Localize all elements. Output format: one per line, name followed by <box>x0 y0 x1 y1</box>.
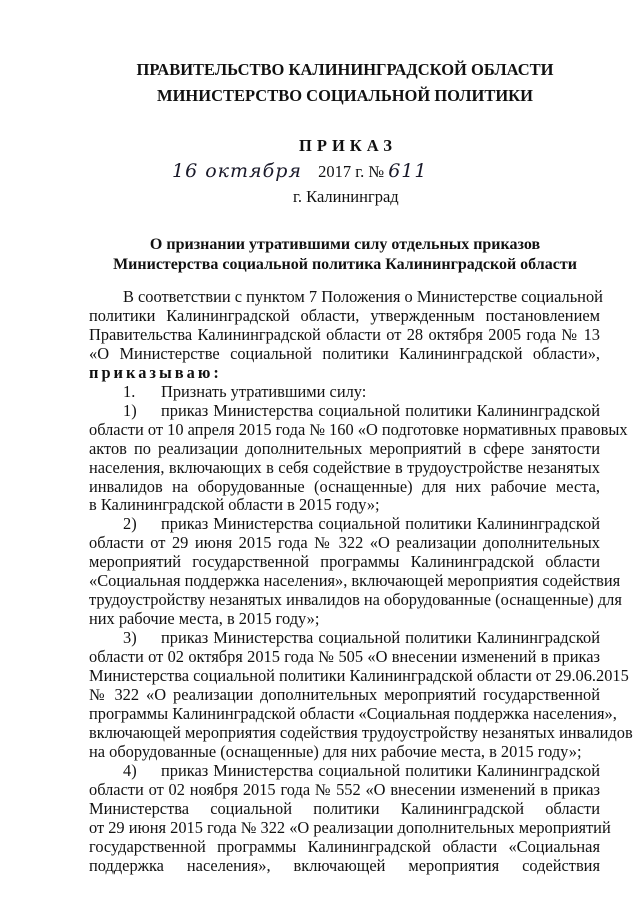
body-line: В соответствии с пунктом 7 Положения о Министерстве социальной <box>123 287 603 306</box>
body-line: Правительства Калининградской области от 28 октября 2005 года № 13 <box>89 324 600 344</box>
body-line: включающей мероприятия содействия трудоустройству незанятых инвалидов <box>89 722 633 742</box>
body-line: области от 02 октября 2015 года № 505 «О внесении изменений в приказ <box>89 647 600 667</box>
body-line: на оборудованные (оснащенные) для них рабочие места, в 2015 году»; <box>89 741 582 761</box>
decree-word: приказываю: <box>89 362 222 382</box>
item-number: 1) <box>123 400 137 420</box>
item-text: приказ Министерства социальной политики Калининградской <box>161 760 600 780</box>
body-line: «Социальная поддержка населения», включающей мероприятия содействия <box>89 571 621 591</box>
order-city: г. Калининград <box>293 187 399 206</box>
body-line: в Калининградской области в 2015 году»; <box>89 495 380 515</box>
sub-item-4 <box>89 762 600 781</box>
sub-item-3 <box>89 629 600 648</box>
item-1 <box>89 383 600 402</box>
body-line: поддержка населения», включающей мероприятия содействия <box>89 855 600 875</box>
sub-item-2 <box>89 515 600 534</box>
body-line: населения, включающих в себя содействие в трудоустройстве незанятых <box>89 457 600 477</box>
body-line: Министерства социальной политики Калининградской области <box>89 798 600 818</box>
body-line <box>89 364 600 383</box>
item-text: приказ Министерства социальной политики Калининградской <box>161 514 600 534</box>
item-text: приказ Министерства социальной политики Калининградской <box>161 400 600 420</box>
body-line: № 322 «О реализации дополнительных мероприятий государственной <box>89 685 600 705</box>
sub-item-1 <box>89 402 600 421</box>
body-line: актов по реализации дополнительных мероприятий в сфере занятости <box>89 438 600 458</box>
item-text: Признать утратившими силу: <box>161 381 367 401</box>
body-line: от 29 июня 2015 года № 322 «О реализации дополнительных мероприятий <box>89 817 611 837</box>
order-year-label: 2017 г. № <box>318 162 385 181</box>
item-text: приказ Министерства социальной политики Калининградской <box>161 628 600 648</box>
body-line: области от 10 апреля 2015 года № 160 «О подготовке нормативных правовых <box>89 419 628 439</box>
body-line: них рабочие места, в 2015 году»; <box>89 609 320 629</box>
order-body <box>89 287 633 876</box>
item-number: 4) <box>123 760 137 780</box>
body-line: «О Министерстве социальной политики Калининградской области», <box>89 343 600 363</box>
item-number: 3) <box>123 628 137 648</box>
handwritten-order-number: 611 <box>388 160 428 182</box>
item-number: 1. <box>123 381 136 401</box>
body-line: трудоустройству незанятых инвалидов на оборудованные (оснащенные) для <box>89 590 622 610</box>
order-label: ПРИКАЗ <box>299 136 397 155</box>
order-title-line2: Министерства социальной политика Калининградской области <box>113 256 577 273</box>
body-line: области от 29 июня 2015 года № 322 «О реализации дополнительных <box>89 533 600 553</box>
item-number: 2) <box>123 514 137 534</box>
government-heading: ПРАВИТЕЛЬСТВО КАЛИНИНГРАДСКОЙ ОБЛАСТИ <box>136 60 554 79</box>
body-line: инвалидов на оборудованные (оснащенные) для них рабочие места, <box>89 476 600 496</box>
body-line: области от 02 ноября 2015 года № 552 «О внесении изменений в приказ <box>89 779 600 799</box>
body-line: государственной программы Калининградской области «Социальная <box>89 836 600 856</box>
order-title-line1: О признании утратившими силу отдельных приказов <box>149 236 541 253</box>
body-line: политики Калининградской области, утвержденным постановлением <box>89 305 600 325</box>
handwritten-date: 16 октября <box>172 160 302 182</box>
body-line: программы Калининградской области «Социальная поддержка населения», <box>89 703 617 723</box>
order-date-line <box>172 160 427 182</box>
body-line: мероприятий государственной программы Калининградской области <box>89 552 600 572</box>
ministry-heading: МИНИСТЕРСТВО СОЦИАЛЬНОЙ ПОЛИТИКИ <box>157 86 533 105</box>
body-line: Министерства социальной политики Калининградской области от 29.06.2015 <box>89 666 629 686</box>
